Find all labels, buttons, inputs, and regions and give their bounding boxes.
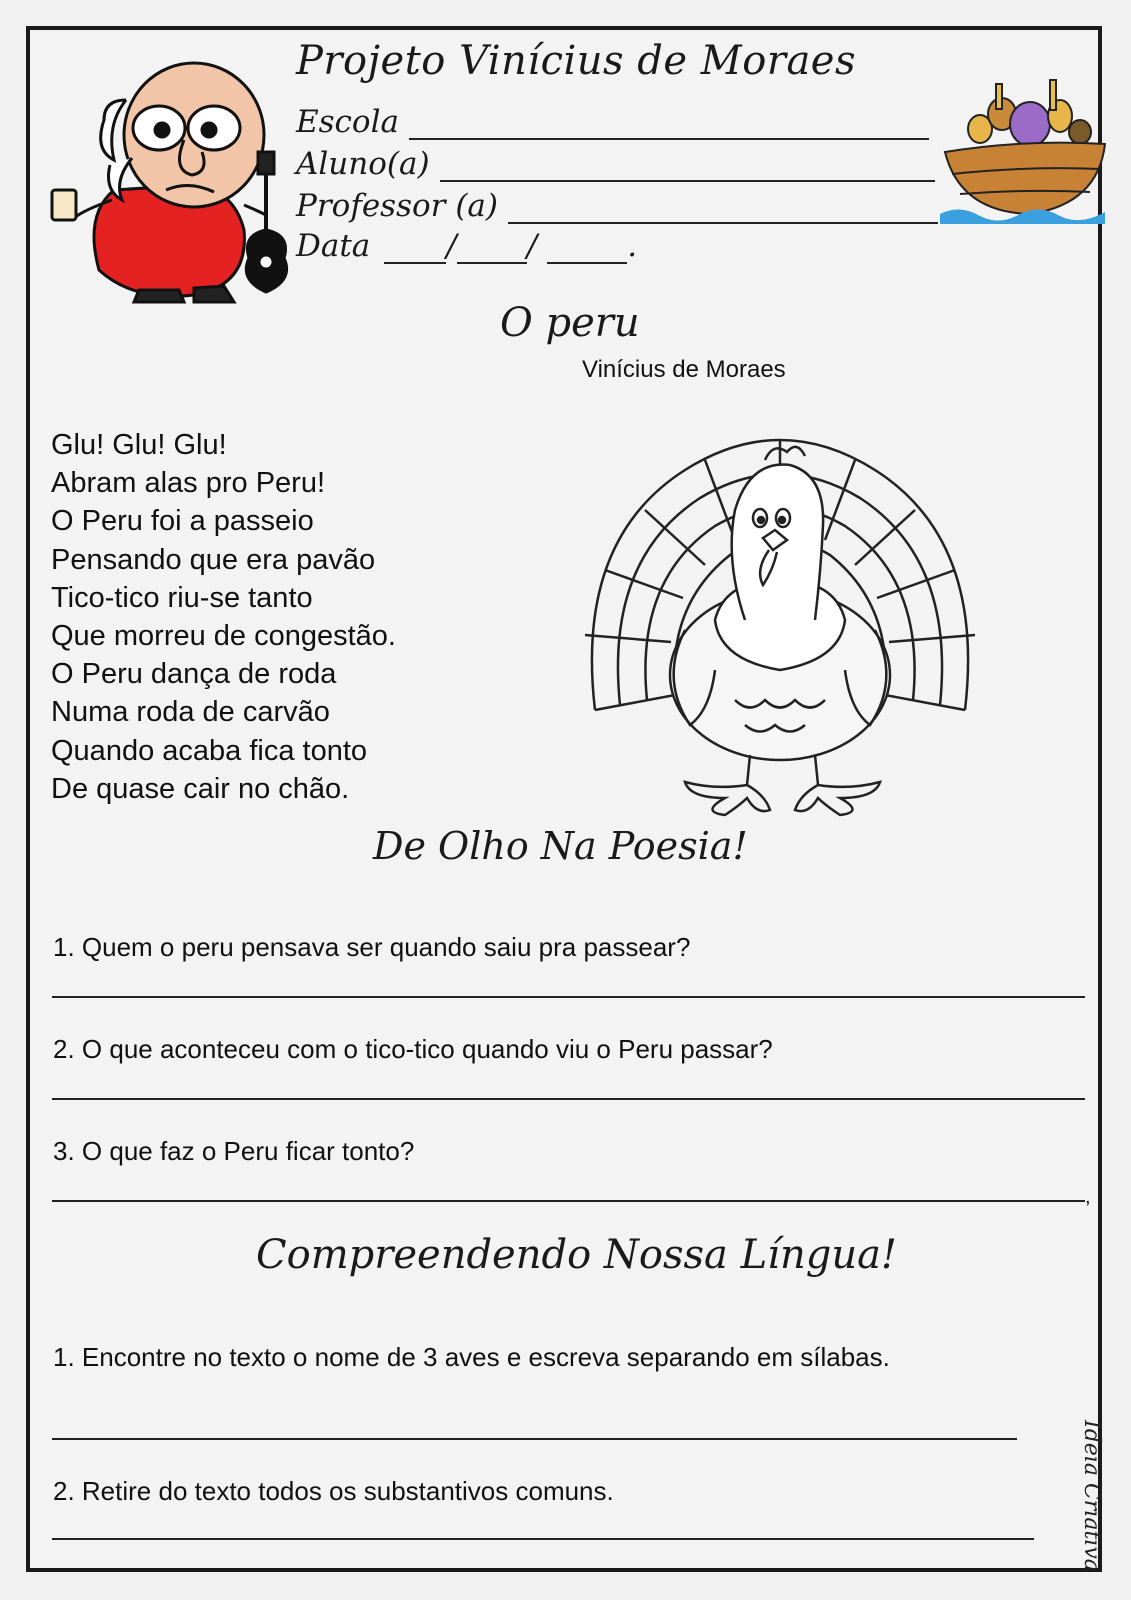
school-label: Escola (296, 104, 399, 140)
poem-line: Abram alas pro Peru! (51, 467, 326, 500)
date-separator-1: / (446, 228, 457, 264)
poem-line: O Peru foi a passeio (51, 505, 314, 538)
poem-line: Que morreu de congestão. (51, 620, 396, 653)
section1-question-1: 1. Quem o peru pensava ser quando saiu pra passear? (53, 932, 691, 962)
poem-line: Glu! Glu! Glu! (51, 429, 227, 461)
school-field-row (296, 104, 929, 140)
section1-answer-line-3[interactable] (52, 1200, 1085, 1202)
date-field-row (296, 228, 637, 264)
section2-title: Compreendendo Nossa Língua! (256, 1232, 897, 1278)
poem-line: Quando acaba fica tonto (51, 734, 368, 767)
student-input-line[interactable] (440, 154, 935, 182)
student-label: Aluno(a) (296, 146, 430, 182)
teacher-label: Professor (a) (296, 188, 498, 224)
section2-question-1: 1. Encontre no texto o nome de 3 aves e escreva separando em sílabas. (53, 1342, 890, 1372)
date-day-line[interactable] (384, 236, 446, 264)
section1-title: De Olho Na Poesia! (373, 824, 748, 868)
date-month-line[interactable] (457, 236, 527, 264)
section2-answer-line-2[interactable] (52, 1538, 1034, 1540)
date-end: . (627, 228, 638, 264)
date-label: Data (296, 228, 371, 264)
poem-title: O peru (500, 300, 640, 346)
credit-text: Ideia Criativa (1079, 1420, 1104, 1572)
student-field-row (296, 146, 935, 182)
poem-line: De quase cair no chão. (51, 772, 350, 805)
date-separator-2: / (526, 228, 538, 264)
date-year-line[interactable] (547, 236, 627, 264)
section2-question-2: 2. Retire do texto todos os substantivos comuns. (53, 1476, 614, 1506)
school-input-line[interactable] (409, 112, 929, 140)
poem-line: Pensando que era pavão (51, 543, 376, 576)
trailing-comma: , (1085, 1186, 1091, 1208)
poem-line: Tico-tico riu-se tanto (51, 581, 313, 614)
teacher-input-line[interactable] (508, 196, 938, 224)
turkey-illustration-icon (575, 420, 985, 822)
project-title: Projeto Vinícius de Moraes (296, 38, 856, 84)
section1-answer-line-2[interactable] (52, 1098, 1085, 1100)
poem-line: Numa roda de carvão (51, 696, 330, 729)
section1-question-3: 3. O que faz o Peru ficar tonto? (53, 1136, 415, 1166)
section1-question-2: 2. O que aconteceu com o tico-tico quando viu o Peru passar? (53, 1034, 773, 1064)
poem-author: Vinícius de Moraes (582, 356, 786, 383)
poem-verses (51, 426, 396, 808)
poet-caricature-icon (44, 40, 304, 312)
section1-answer-line-1[interactable] (52, 996, 1085, 998)
section2-answer-line-1[interactable] (52, 1438, 1017, 1440)
noahs-ark-icon (940, 74, 1110, 234)
poem-line: O Peru dança de roda (51, 658, 337, 691)
teacher-field-row (296, 188, 938, 224)
